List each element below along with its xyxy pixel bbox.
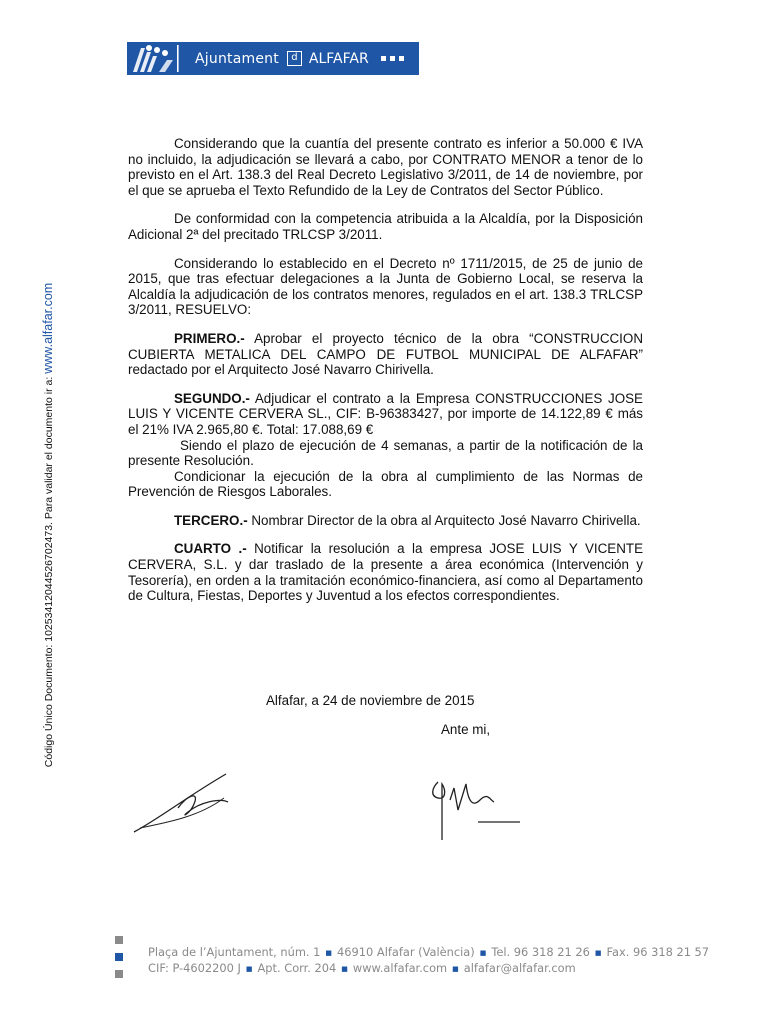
paragraph-text: Considerando lo establecido en el Decreto nº 1711/2015, de 25 de junio de 2015, que tras efectuar delegaciones a la Junta de Gobierno Local, se reserva la Alcaldía la adjudicación de los contratos menores, regulados en el art. 138.3 TRLCSP 3/2011, RESUELVO: [128, 255, 643, 318]
clause-label: CUARTO .- [174, 541, 247, 557]
place-date: Alfafar, a 24 de noviembre de 2015 [266, 693, 475, 708]
logo-word-ajuntament: Ajuntament [195, 50, 279, 67]
footer-address: Plaça de l’Ajuntament, núm. 1 [148, 945, 321, 959]
clause-segundo-plazo [128, 438, 643, 469]
footer-po-box: Apt. Corr. 204 [257, 961, 337, 975]
paragraph-text: Considerando que la cuantía del presente contrato es inferior a 50.000 € IVA no incluido, la adjudicación se llevará a cabo, por CONTRATO MENOR a tenor de lo previsto en el Art. 138.3 del Real Decreto Legislativo 3/2011, de 14 de noviembre, por el que se aprueba el Texto Refundido de la Ley de Contratos del Sector Público. [128, 136, 643, 198]
paragraph-conformidad [128, 211, 643, 242]
secretary-signature [420, 770, 530, 850]
resolution-body [128, 136, 643, 617]
clause-text: Adjudicar el contrato a la Empresa CONSTRUCCIONES JOSE LUIS Y VICENTE CERVERA SL., CIF: B-96383427, por importe de 14.122,89 € más el 21% IVA 2.965,80 €. Total: 17.088,69 € [128, 390, 643, 437]
paragraph-considerando-decreto [128, 256, 643, 318]
logo-dots [381, 56, 404, 61]
separator-dot: ■ [245, 964, 253, 973]
separator-dot: ■ [452, 964, 459, 973]
clause-label: SEGUNDO.- [174, 390, 250, 406]
paragraph-text: De conformidad con la competencia atribuida a la Alcaldía, por la Disposición Adicional 2ª del precitado TRLCSP 3/2011. [128, 211, 643, 242]
footer-fax: Fax. 96 318 21 57 [606, 945, 710, 959]
clause-label: PRIMERO.- [174, 330, 245, 346]
validation-url[interactable]: www.alfafar.com [41, 282, 55, 374]
footer-phone: Tel. 96 318 21 26 [491, 945, 590, 959]
separator-dot: ■ [341, 964, 348, 973]
ante-mi: Ante mi, [441, 722, 491, 737]
clause-label: TERCERO.- [174, 512, 248, 528]
logo-letter-box: d [287, 51, 302, 66]
validation-code-text: Código Único Documento: 10253412044526702473. Para validar el documento ir a: [43, 373, 55, 768]
footer-address-line [148, 945, 709, 959]
clause-text: Aprobar el proyecto técnico de la obra “CONSTRUCCION CUBIERTA METALICA DEL CAMPO DE FUTBOL MUNICIPAL DE ALFAFAR” redactado por el Arquitecto José Navarro Chirivella. [128, 330, 643, 378]
footer-square [115, 953, 123, 961]
validation-side-note [41, 283, 55, 767]
footer-cif: CIF: P-4602200 J [148, 961, 241, 975]
footer-square [115, 970, 123, 978]
mayor-signature [130, 768, 240, 843]
clause-text: Condicionar la ejecución de la obra al cumplimiento de las Normas de Prevención de Riesgos Laborales. [128, 468, 643, 500]
clause-tercero [128, 513, 643, 529]
clause-text: Notificar la resolución a la empresa JOSE LUIS Y VICENTE CERVERA, S.L. y dar traslado de la presente a área económica (Intervención y Tesorería), en orden a la tramitación económico-financiera, así como al Departamento de Cultura, Fiestas, Deportes y Juventud a los efectos correspondientes. [128, 541, 643, 604]
separator-dot: ■ [594, 948, 602, 957]
clause-primero [128, 331, 643, 378]
town-crest-icon [127, 42, 185, 75]
separator-dot: ■ [479, 948, 487, 957]
separator-dot: ■ [325, 948, 333, 957]
logo-word-alfafar: ALFAFAR [308, 50, 369, 67]
paragraph-considerando-cuantia [128, 136, 643, 198]
ajuntament-logo [127, 42, 419, 75]
footer-square [115, 936, 123, 944]
footer-website[interactable]: www.alfafar.com [352, 961, 448, 975]
clause-segundo-condicion [128, 469, 643, 500]
clause-text: Nombrar Director de la obra al Arquitecto José Navarro Chirivella. [247, 512, 641, 528]
footer-postal: 46910 Alfafar (València) [337, 945, 475, 959]
clause-cuarto [128, 541, 643, 603]
footer-contact-line [148, 961, 576, 975]
footer-email[interactable]: alfafar@alfafar.com [463, 961, 576, 975]
clause-segundo [128, 391, 643, 438]
footer-squares [115, 936, 123, 987]
clause-text: Siendo el plazo de ejecución de 4 semanas, a partir de la notificación de la presente Resolución. [128, 437, 643, 469]
